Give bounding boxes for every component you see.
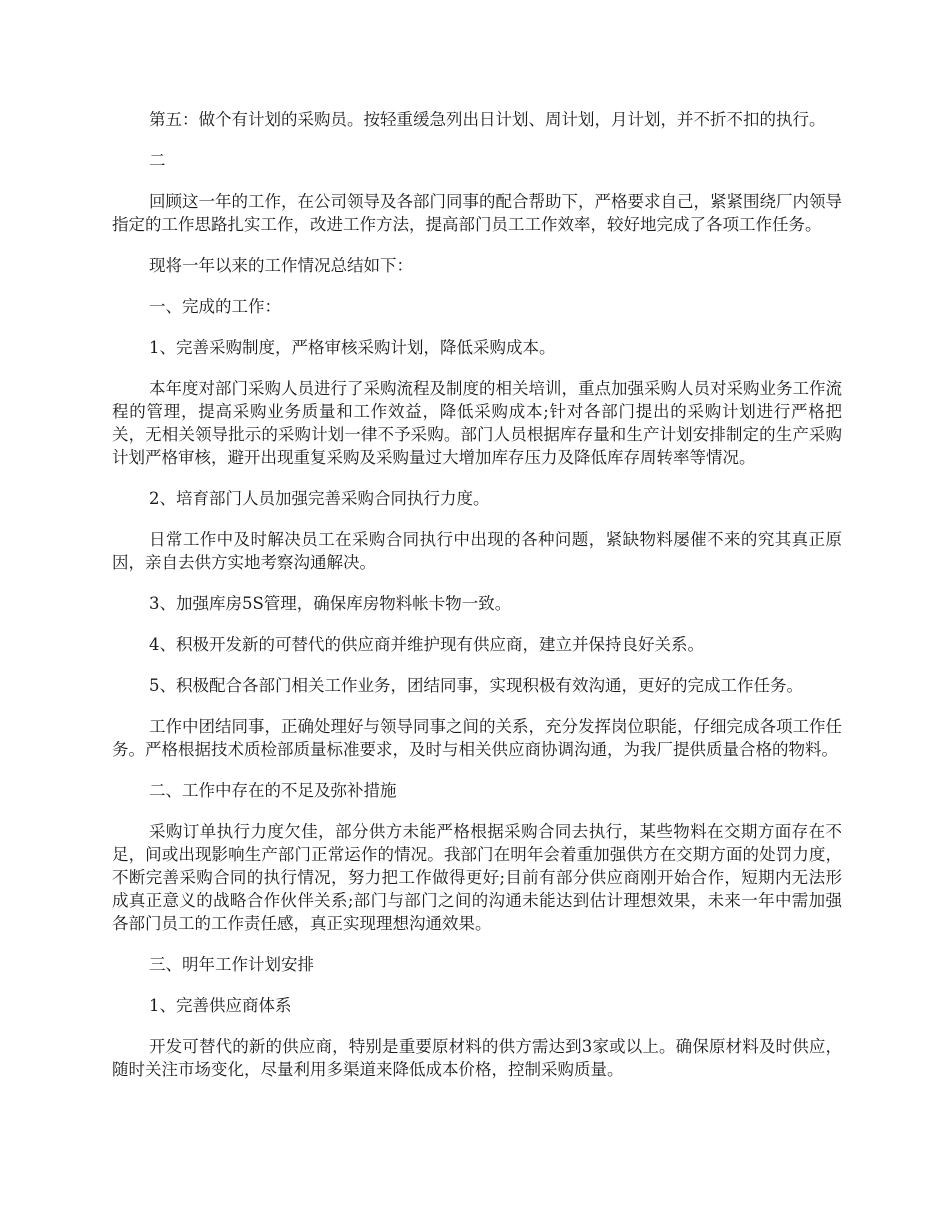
paragraph: 开发可替代的新的供应商，特别是重要原材料的供方需达到3家或以上。确保原材料及时供应，随时关注市场变化，尽量利用多渠道来降低成本价格，控制采购质量。 <box>112 1037 842 1079</box>
paragraph: 采购订单执行力度欠佳，部分供方未能严格根据采购合同去执行，某些物料在交期方面存在不足，间或出现影响生产部门正常运作的情况。我部门在明年会着重加强供方在交期方面的处罚力度，不断完善采购合同的执行情况，努力把工作做得更好;目前有部分供应商刚开始合作，短期内无法形成真正意义的战略合作伙伴关系;部门与部门之间的沟通未能达到估计理想效果，未来一年中需加强各部门员工的工作责任感，真正实现理想沟通效果。 <box>112 822 842 933</box>
paragraph: 回顾这一年的工作，在公司领导及各部门同事的配合帮助下，严格要求自己，紧紧围绕厂内领导指定的工作思路扎实工作，改进工作方法，提高部门员工工作效率，较好地完成了各项工作任务。 <box>112 192 842 234</box>
subheading: 1、完善采购制度，严格审核采购计划，降低采购成本。 <box>149 338 556 357</box>
subheading: 4、积极开发新的可替代的供应商并维护现有供应商，建立并保持良好关系。 <box>149 635 704 654</box>
section-heading: 一、完成的工作： <box>149 297 281 316</box>
paragraph: 日常工作中及时解决员工在采购合同执行中出现的各种问题，紧缺物料屡催不来的究其真正原因，亲自去供方实地考察沟通解决。 <box>112 530 842 572</box>
section-heading: 二、工作中存在的不足及弥补措施 <box>149 781 397 800</box>
section-marker: 二 <box>149 151 166 170</box>
section-heading: 三、明年工作计划安排 <box>149 955 314 974</box>
document-body <box>112 108 842 1099</box>
subheading: 1、完善供应商体系 <box>149 996 292 1015</box>
paragraph: 第五：做个有计划的采购员。按轻重缓急列出日计划、周计划，月计划，并不折不扣的执行。 <box>149 110 826 129</box>
paragraph: 现将一年以来的工作情况总结如下： <box>149 256 413 275</box>
paragraph: 工作中团结同事，正确处理好与领导同事之间的关系，充分发挥岗位职能，仔细完成各项工作任务。严格根据技术质检部质量标准要求，及时与相关供应商协调沟通，为我厂提供质量合格的物料。 <box>112 717 842 759</box>
subheading: 2、培育部门人员加强完善采购合同执行力度。 <box>149 489 490 508</box>
subheading: 3、加强库房5S管理，确保库房物料帐卡物一致。 <box>149 594 512 613</box>
subheading: 5、积极配合各部门相关工作业务，团结同事，实现积极有效沟通，更好的完成工作任务。 <box>149 676 803 695</box>
paragraph: 本年度对部门采购人员进行了采购流程及制度的相关培训，重点加强采购人员对采购业务工作流程的管理，提高采购业务质量和工作效益，降低采购成本;针对各部门提出的采购计划进行严格把关，无相关领导批示的采购计划一律不予采购。部门人员根据库存量和生产计划安排制定的生产采购计划严格审核，避开出现重复采购及采购量过大增加库存压力及降低库存周转率等情况。 <box>112 379 842 467</box>
